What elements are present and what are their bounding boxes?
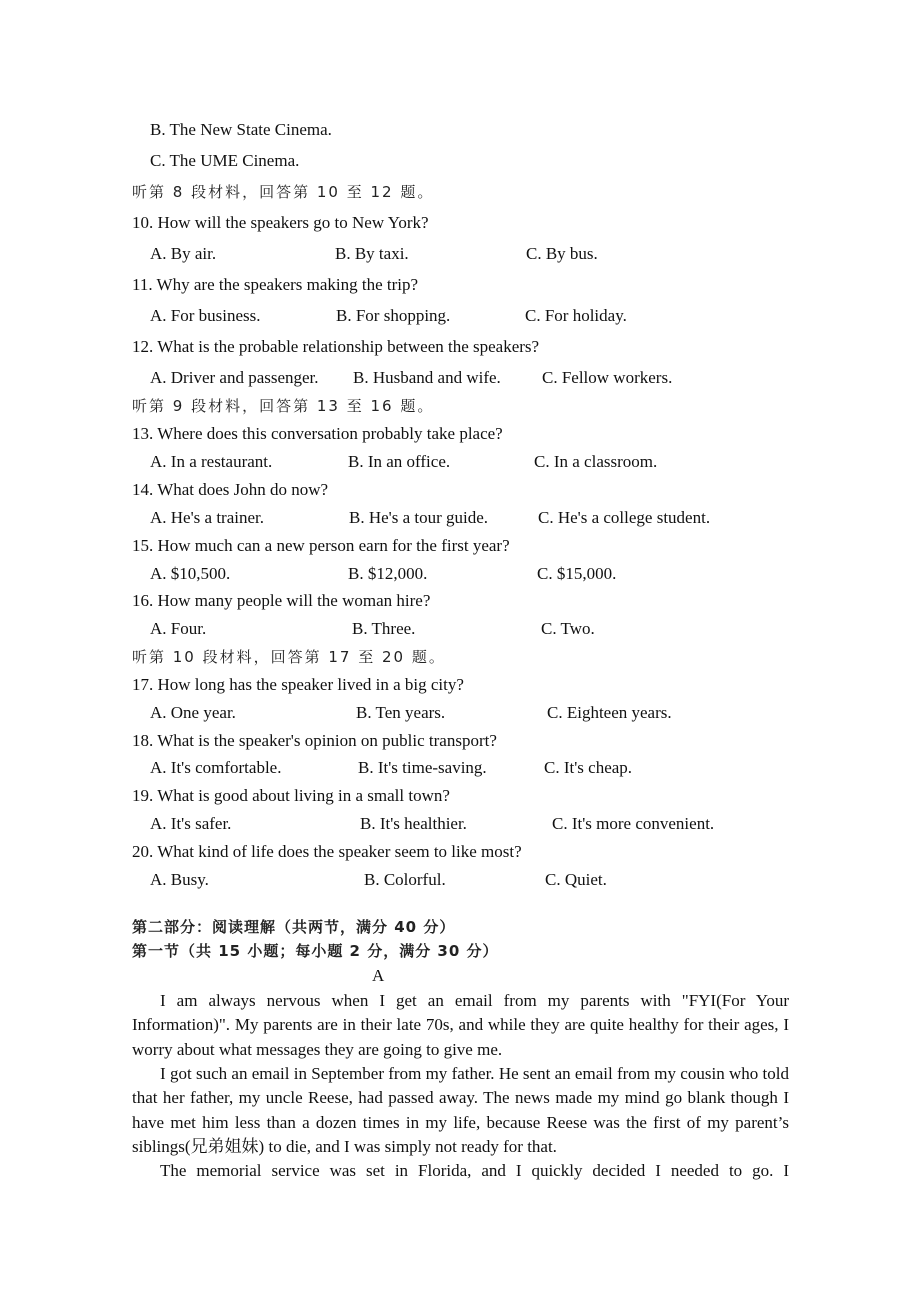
passage-paragraph-2: I got such an email in September from my father. He sent an email from my cousin who told that her father, my uncle Reese, had passed away. The news made my mind go blank though I have met him less than a dozen times in my life, because Reese was the first of my parent’s siblings(兄弟姐妹) to die, and I was simply not ready for that. [132,1064,789,1156]
section-header-9: 听第 9 段材料，回答第 13 至 16 题。 [132,397,435,415]
option-19a: A. It's safer. [150,814,232,833]
section-header-10: 听第 10 段材料，回答第 17 至 20 题。 [132,648,446,666]
option-11a: A. For business. [150,306,261,325]
option-16a: A. Four. [150,619,207,638]
option-14a: A. He's a trainer. [150,508,264,527]
option-20a: A. Busy. [150,870,209,889]
option-11b: B. For shopping. [336,306,451,325]
option-18a: A. It's comfortable. [150,758,282,777]
option-12b: B. Husband and wife. [353,368,501,387]
option-16c: C. Two. [541,619,595,638]
option-11c: C. For holiday. [525,306,627,325]
option-20b: B. Colorful. [364,870,446,889]
option-12c: C. Fellow workers. [542,368,673,387]
option-13c: C. In a classroom. [534,452,658,471]
option-19b: B. It's healthier. [360,814,467,833]
part2-section1-title: 第一节（共 15 小题；每小题 2 分，满分 30 分） [132,942,499,960]
option-18b: B. It's time-saving. [358,758,487,777]
option-15b: B. $12,000. [348,564,428,583]
section-header-8: 听第 8 段材料，回答第 10 至 12 题。 [132,183,435,201]
option-9c: C. The UME Cinema. [150,151,300,170]
option-10c: C. By bus. [526,244,598,263]
option-9b: B. The New State Cinema. [150,120,332,139]
option-17b: B. Ten years. [356,703,446,722]
option-14c: C. He's a college student. [538,508,711,527]
option-18c: C. It's cheap. [544,758,633,777]
question-13: 13. Where does this conversation probably take place? [132,424,503,443]
question-15: 15. How much can a new person earn for the first year? [132,536,510,555]
question-10: 10. How will the speakers go to New York? [132,213,429,232]
option-17c: C. Eighteen years. [547,703,672,722]
option-19c: C. It's more convenient. [552,814,715,833]
option-10b: B. By taxi. [335,244,409,263]
option-17a: A. One year. [150,703,236,722]
option-12a: A. Driver and passenger. [150,368,319,387]
option-15a: A. $10,500. [150,564,231,583]
passage-paragraph-1: I am always nervous when I get an email from my parents with "FYI(For Your Information)". My parents are in their late 70s, and while they are quite healthy for their ages, I worry about what messages they are going to give me. [132,991,789,1059]
passage-paragraph-3: The memorial service was set in Florida, and I quickly decided I needed to go. I [160,1161,789,1180]
option-13a: A. In a restaurant. [150,452,273,471]
option-13b: B. In an office. [348,452,451,471]
question-16: 16. How many people will the woman hire? [132,591,431,610]
option-16b: B. Three. [352,619,416,638]
option-10a: A. By air. [150,244,217,263]
question-17: 17. How long has the speaker lived in a big city? [132,675,464,694]
option-20c: C. Quiet. [545,870,607,889]
question-19: 19. What is good about living in a small town? [132,786,450,805]
part2-title: 第二部分：阅读理解（共两节，满分 40 分） [132,918,456,936]
option-14b: B. He's a tour guide. [349,508,489,527]
question-20: 20. What kind of life does the speaker seem to like most? [132,842,522,861]
question-12: 12. What is the probable relationship between the speakers? [132,337,540,356]
passage-label: A [372,966,385,985]
option-15c: C. $15,000. [537,564,617,583]
question-14: 14. What does John do now? [132,480,329,499]
question-11: 11. Why are the speakers making the trip? [132,275,419,294]
question-18: 18. What is the speaker's opinion on public transport? [132,731,497,750]
